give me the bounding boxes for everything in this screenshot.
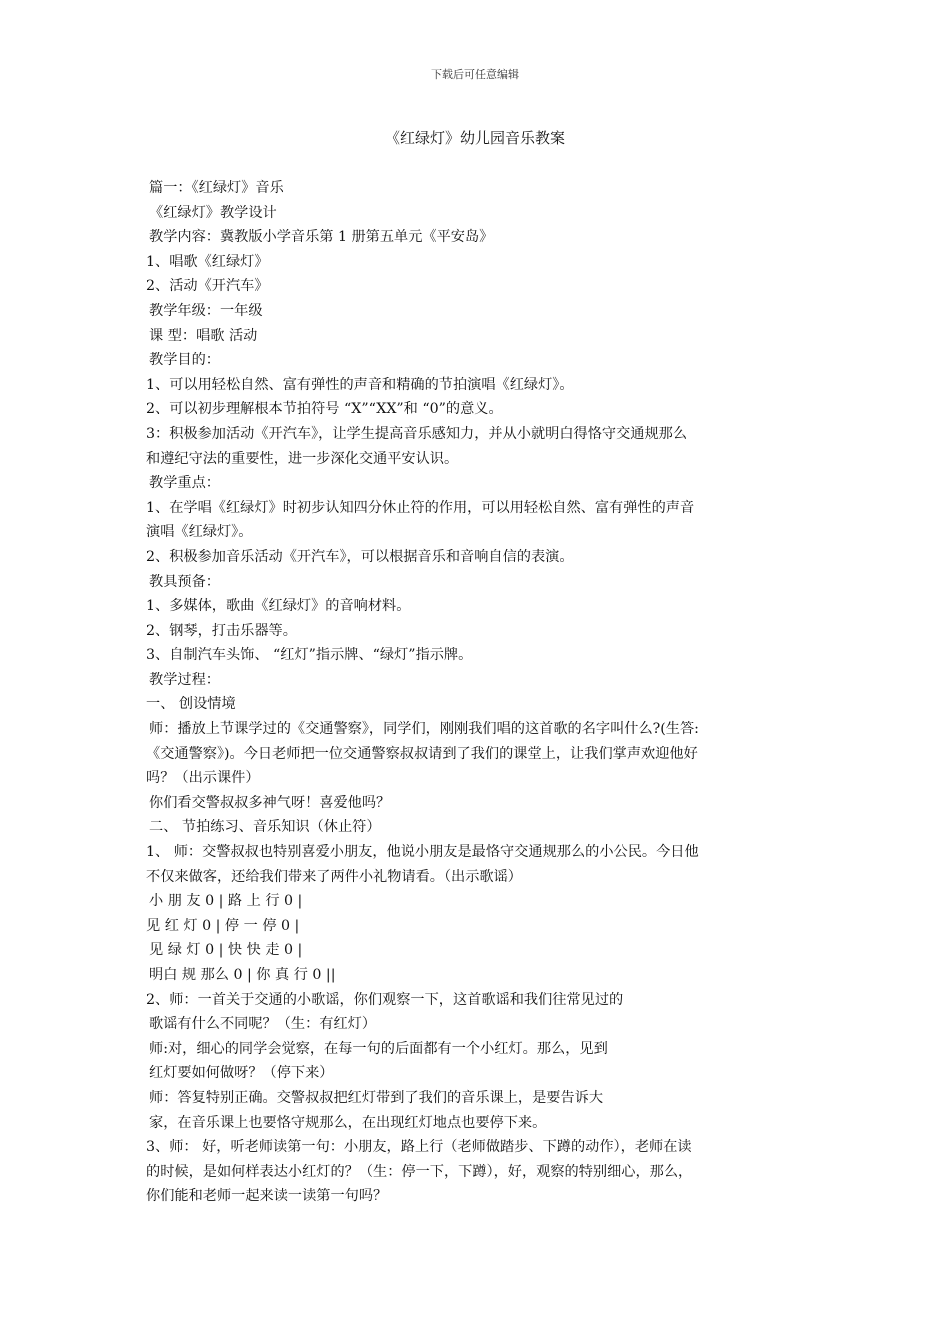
document-title: 《红绿灯》幼儿园音乐教案: [384, 129, 565, 147]
text-line: 3：积极参加活动《开汽车》，让学生提高音乐感知力，并从小就明白得恪守交通规那么: [146, 425, 688, 442]
text-line: 见 红 灯 0 | 停 一 停 0 |: [146, 917, 300, 934]
text-line: 2、师：一首关于交通的小歌谣，你们观察一下，这首歌谣和我们往常见过的: [146, 991, 624, 1008]
text-line: 家，在音乐课上也要恪守规那么，在出现红灯地点也要停下来。: [149, 1114, 547, 1131]
text-line: 二、 节拍练习、音乐知识（休止符）: [149, 819, 381, 836]
text-line: 1、可以用轻松自然、富有弹性的声音和精确的节拍演唱《红绿灯》。: [146, 376, 574, 393]
text-line: 红灯要如何做呀？（停下来）: [149, 1065, 334, 1082]
text-line: 3、师： 好，听老师读第一句：小朋友，路上行（老师做踏步、下蹲的动作），老师在读: [146, 1139, 692, 1156]
text-line: 1、 师：交警叔叔也特别喜爱小朋友，他说小朋友是最恪守交通规那么的小公民。今日他: [146, 844, 699, 861]
text-line: 见 绿 灯 0 | 快 快 走 0 |: [149, 942, 303, 959]
text-line: 和遵纪守法的重要性，进一步深化交通平安认识。: [146, 450, 459, 467]
text-line: 师：播放上节课学过的《交通警察》，同学们，刚刚我们唱的这首歌的名字叫什么?(生答:: [149, 721, 699, 738]
text-line: 教具预备：: [149, 573, 220, 590]
page-header: 下载后可任意编辑: [431, 68, 519, 81]
text-line: 你们能和老师一起来读一读第一句吗？: [146, 1188, 388, 1205]
text-line: 不仅来做客，还给我们带来了两件小礼物请看。（出示歌谣）: [146, 868, 522, 885]
text-line: 教学年级：一年级: [149, 302, 263, 319]
text-line: 教学目的：: [149, 352, 220, 369]
text-line: 2、积极参加音乐活动《开汽车》，可以根据音乐和音响自信的表演。: [146, 548, 574, 565]
text-line: 小 朋 友 0 | 路 上 行 0 |: [149, 893, 303, 910]
text-line: 3、自制汽车头饰、 “红灯”指示牌、“绿灯”指示牌。: [146, 647, 473, 664]
text-line: 教学内容：冀教版小学音乐第 1 册第五单元《平安岛》: [149, 229, 494, 246]
text-line: 2、可以初步理解根本节拍符号 “X”“XX”和 “0”的意义。: [146, 401, 503, 418]
text-line: 教学过程：: [149, 671, 220, 688]
text-line: 1、在学唱《红绿灯》时初步认知四分休止符的作用，可以用轻松自然、富有弹性的声音: [146, 499, 695, 516]
text-line: 明白 规 那么 0 | 你 真 行 0 ||: [149, 967, 336, 983]
text-line: 教学重点：: [149, 475, 220, 492]
text-line: 《交通警察》)。今日老师把一位交通警察叔叔请到了我们的课堂上，让我们掌声欢迎他好: [146, 745, 698, 762]
text-line: 1、多媒体，歌曲《红绿灯》的音响材料。: [146, 598, 411, 615]
text-line: 你们看交警叔叔多神气呀！喜爱他吗？: [149, 794, 391, 811]
text-line: 师:对，细心的同学会觉察，在每一句的后面都有一个小红灯。那么，见到: [149, 1040, 608, 1057]
text-line: 2、活动《开汽车》: [146, 278, 269, 295]
text-line: 《红绿灯》教学设计: [149, 204, 277, 221]
text-line: 演唱《红绿灯》。: [146, 524, 253, 541]
text-line: 1、唱歌《红绿灯》: [146, 253, 269, 270]
text-line: 2、钢琴，打击乐器等。: [146, 622, 297, 639]
text-line: 吗？（出示课件）: [146, 770, 260, 787]
text-line: 课 型：唱歌 活动: [149, 327, 258, 344]
text-line: 篇一：《红绿灯》音乐: [149, 180, 284, 196]
text-line: 一、 创设情境: [146, 696, 236, 713]
text-line: 师：答复特别正确。交警叔叔把红灯带到了我们的音乐课上，是要告诉大: [149, 1089, 604, 1106]
text-line: 的时候，是如何样表达小红灯的？（生：停一下，下蹲），好，观察的特别细心，那么，: [146, 1163, 693, 1180]
document-body: [146, 176, 808, 1209]
text-line: 歌谣有什么不同呢？（生：有红灯）: [149, 1016, 377, 1033]
